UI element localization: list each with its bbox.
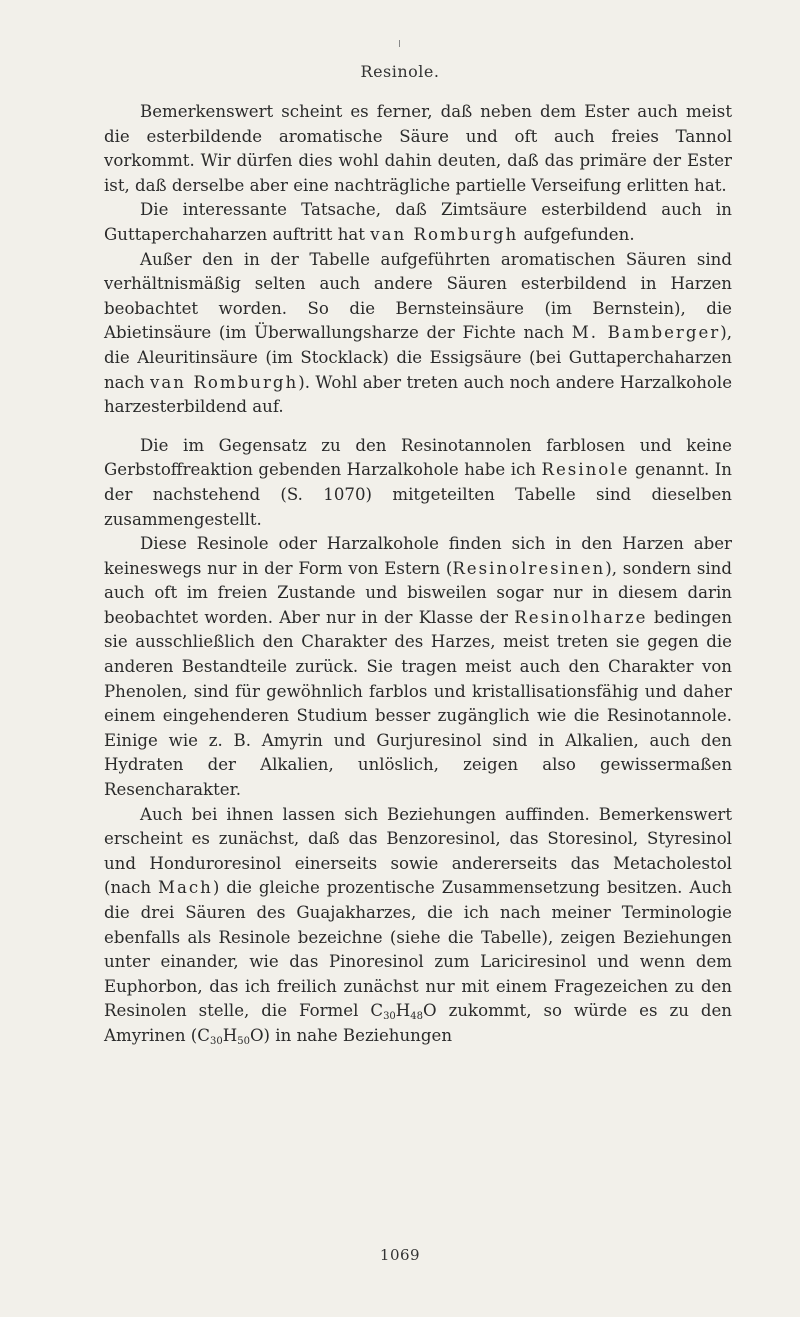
paragraph-4 <box>104 434 732 532</box>
paragraph-4-text-a: Die im Gegensatz zu den Resinotannolen farblosen und keine Gerbstoffreaktion gebenden Harzalkohole habe ich <box>104 435 732 480</box>
term-resinolharze: Resinolharze <box>514 607 648 627</box>
paragraph-4-text-b: genannt. In der nachstehend (S. 1070) mitgeteilten Tabelle sind dieselben zusammengestellt. <box>104 460 732 529</box>
paragraph-5-text-c: bedingen sie ausschließlich den Charakter des Harzes, meist treten sie gegen die anderen Bestandteile zurück. Sie tragen meist auch den Charakter von Phenolen, sind für gewöhnlich farblos und kristallisationsfähig und daher einem eingehenderen Studium besser zugänglich wie die Resinotannole. Einige wie z. B. Amyrin und Gurjuresinol sind in Alkalien, auch den Hydraten der Alkalien, unlöslich, zeigen also gewissermaßen Resencharakter. <box>104 607 733 800</box>
formula-1-hydrogen-count: 48 <box>410 1011 424 1023</box>
paragraph-1 <box>104 100 732 198</box>
formula-2-hydrogen-count: 50 <box>237 1035 250 1047</box>
author-name-bamberger: M. Bamberger <box>571 323 721 343</box>
paragraph-1-text: Bemerkenswert scheint es ferner, daß neben dem Ester auch meist die esterbildende aromatische Säure und oft auch freies Tannol vorkommt. Wir dürfen dies wohl dahin deuten, daß das primäre der Ester ist, daß derselbe aber eine nachträgliche partielle Verseifung erlitten hat. <box>104 102 732 195</box>
paragraph-6 <box>104 803 732 1049</box>
paragraph-2 <box>104 198 732 247</box>
term-resinolresinen: Resinolresinen <box>452 558 606 578</box>
running-title: Resinole. <box>360 62 440 81</box>
formula-2-oxygen: O <box>249 1025 264 1045</box>
paragraph-5-text-a: Diese Resinole oder Harzalkohole finden sich in den Harzen aber keineswegs nur in der Form von Estern ( <box>104 534 732 578</box>
formula-1-hydrogen: H <box>395 1001 411 1021</box>
paragraph-3-text-c: ). Wohl aber treten auch noch andere Harzalkohole harzesterbildend auf. <box>104 372 733 417</box>
paragraph-6-text-d: ) in nahe Beziehungen <box>263 1025 453 1045</box>
paragraph-3-text-b: ), die Aleuritinsäure (im Stocklack) die Essigsäure (bei Guttaperchaharzen nach <box>104 323 732 392</box>
term-resinole: Resinole <box>541 460 630 480</box>
paragraph-5 <box>104 532 732 803</box>
page-number: 1069 <box>379 1246 421 1264</box>
paragraph-6-text-b: ) die gleiche prozentische Zusammensetzung besitzen. Auch die drei Säuren des Guajakharzes, die ich nach meiner Terminologie ebenfalls als Resinole bezeichne (siehe die Tabelle), zeigen Beziehungen unter einander, wie das Pinoresinol zum Lariciresinol und wenn dem Euphorbon, das ich freilich zunächst nur mit einem Fragezeichen zu den Resinolen stelle, die Formel <box>104 878 732 1021</box>
formula-1-carbon-count: 30 <box>383 1011 396 1023</box>
paragraph-2-text-b: aufgefunden. <box>518 224 635 244</box>
paragraph-3 <box>104 248 732 420</box>
formula-2-hydrogen: H <box>222 1025 238 1045</box>
paragraph-6-text-a: Auch bei ihnen lassen sich Beziehungen auffinden. Bemerkenswert erscheint es zunächst, daß das Benzoresinol, das Storesinol, Styresinol und Honduroresinol einerseits sowie andererseits das Metacholestol (nach <box>104 804 732 898</box>
margin-mark <box>399 40 400 47</box>
formula-2-carbon-count: 30 <box>209 1035 223 1047</box>
paragraph-2-text-a: Die interessante Tatsache, daß Zimtsäure esterbildend auch in Guttaperchaharzen auftritt hat <box>104 200 732 244</box>
paragraph-6-text-c: zukommt, so würde es zu den Amyrinen ( <box>104 1001 732 1045</box>
formula-1-oxygen: O <box>423 1001 437 1021</box>
formula-amyrin <box>197 1026 263 1045</box>
author-name-van-romburgh: van Romburgh <box>370 224 519 244</box>
formula-euphorbon <box>370 1001 437 1023</box>
body-text <box>104 100 732 1049</box>
paragraph-5-text-b: ), sondern sind auch oft im freien Zustande und bisweilen sogar nur in diesem darin beobachtet worden. Aber nur in der Klasse der <box>104 558 732 627</box>
author-name-mach: Mach <box>157 878 213 898</box>
paragraph-3-text-a: Außer den in der Tabelle aufgeführten aromatischen Säuren sind verhältnismäßig selten auch andere Säuren esterbildend in Harzen beobachtet worden. So die Bernsteinsäure (im Bernstein), die Abietinsäure (im Überwallungsharze der Fichte nach <box>104 249 732 343</box>
formula-2-carbon: C <box>197 1025 210 1045</box>
author-name-van-romburgh-2: van Romburgh <box>150 372 299 392</box>
formula-1-carbon: C <box>370 1001 384 1021</box>
